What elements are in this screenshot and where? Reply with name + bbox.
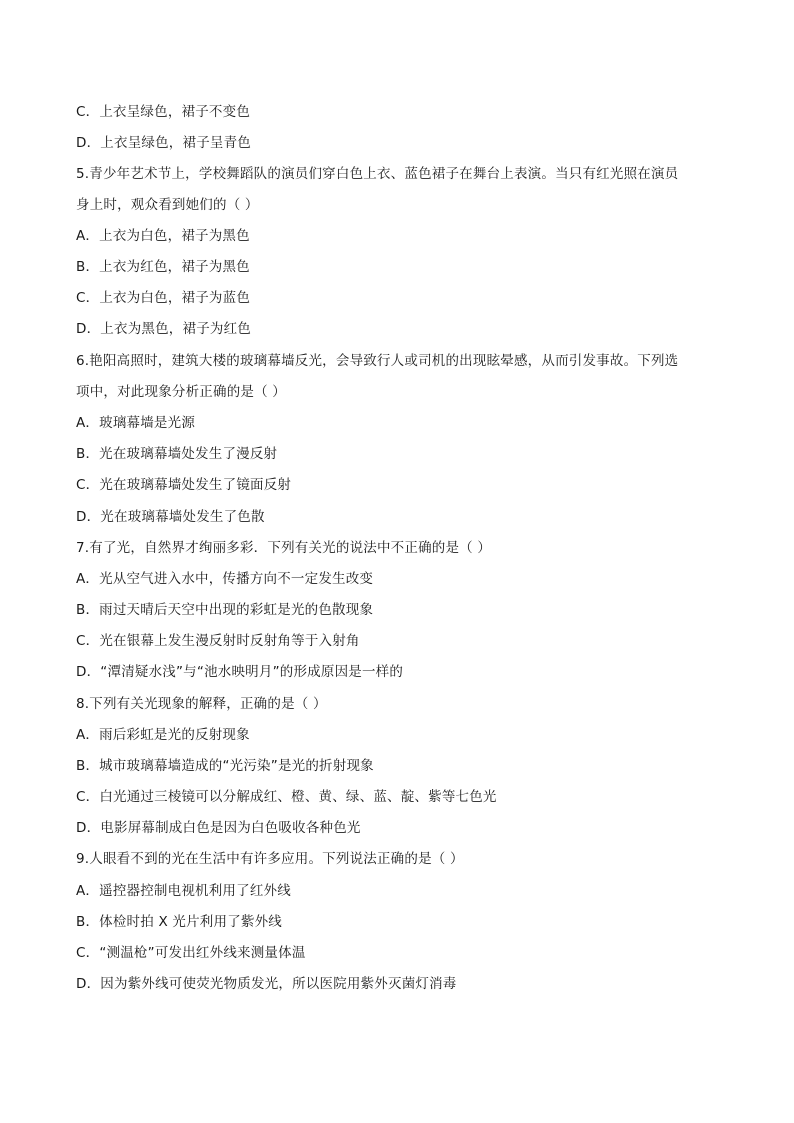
option-4d: D．上衣呈绿色，裙子呈青色 <box>76 135 251 151</box>
option-7a: A．光从空气进入水中，传播方向不一定发生改变 <box>76 571 374 587</box>
option-6d: D．光在玻璃幕墙处发生了色散 <box>76 509 265 525</box>
option-4c: C．上衣呈绿色，裙子不变色 <box>76 104 251 120</box>
question-5-stem-line-2: 身上时，观众看到她们的（ ） <box>76 197 259 213</box>
option-5c: C．上衣为白色，裙子为蓝色 <box>76 290 251 306</box>
question-8-stem: 8.下列有关光现象的解释，正确的是（ ） <box>76 696 327 712</box>
option-5d: D．上衣为黑色，裙子为红色 <box>76 321 251 337</box>
option-6c: C．光在玻璃幕墙处发生了镜面反射 <box>76 477 292 493</box>
option-9a: A．遥控器控制电视机利用了红外线 <box>76 883 291 899</box>
question-5-stem-line-1: 5.青少年艺术节上，学校舞蹈队的演员们穿白色上衣、蓝色裙子在舞台上表演。当只有红光照在演员 <box>76 166 679 182</box>
question-9-stem: 9.人眼看不到的光在生活中有许多应用。下列说法正确的是（ ） <box>76 851 464 867</box>
option-7b: B．雨过天晴后天空中出现的彩虹是光的色散现象 <box>76 602 374 618</box>
question-6-stem-line-1: 6.艳阳高照时，建筑大楼的玻璃幕墙反光，会导致行人或司机的出现眩晕感，从而引发事故。下列选 <box>76 353 679 369</box>
option-7c: C．光在银幕上发生漫反射时反射角等于入射角 <box>76 633 360 649</box>
option-5a: A．上衣为白色，裙子为黑色 <box>76 228 250 244</box>
option-6a: A．玻璃幕墙是光源 <box>76 415 196 431</box>
option-6b: B．光在玻璃幕墙处发生了漫反射 <box>76 446 278 462</box>
option-8a: A．雨后彩虹是光的反射现象 <box>76 727 250 743</box>
option-8d: D．电影屏幕制成白色是因为白色吸收各种色光 <box>76 820 361 836</box>
option-8c: C．白光通过三棱镜可以分解成红、橙、黄、绿、蓝、靛、紫等七色光 <box>76 789 497 805</box>
option-8b: B．城市玻璃幕墙造成的“光污染”是光的折射现象 <box>76 758 374 774</box>
option-5b: B．上衣为红色，裙子为黑色 <box>76 259 250 275</box>
option-9c: C．“测温枪”可发出红外线来测量体温 <box>76 945 306 961</box>
option-9d: D．因为紫外线可使荧光物质发光，所以医院用紫外灭菌灯消毒 <box>76 976 457 992</box>
option-9b: B．体检时拍 X 光片利用了紫外线 <box>76 914 282 930</box>
question-7-stem: 7.有了光，自然界才绚丽多彩．下列有关光的说法中不正确的是（ ） <box>76 540 492 556</box>
question-6-stem-line-2: 项中，对此现象分析正确的是（ ） <box>76 384 286 400</box>
option-7d: D．“潭清疑水浅”与“池水映明月”的形成原因是一样的 <box>76 664 404 680</box>
